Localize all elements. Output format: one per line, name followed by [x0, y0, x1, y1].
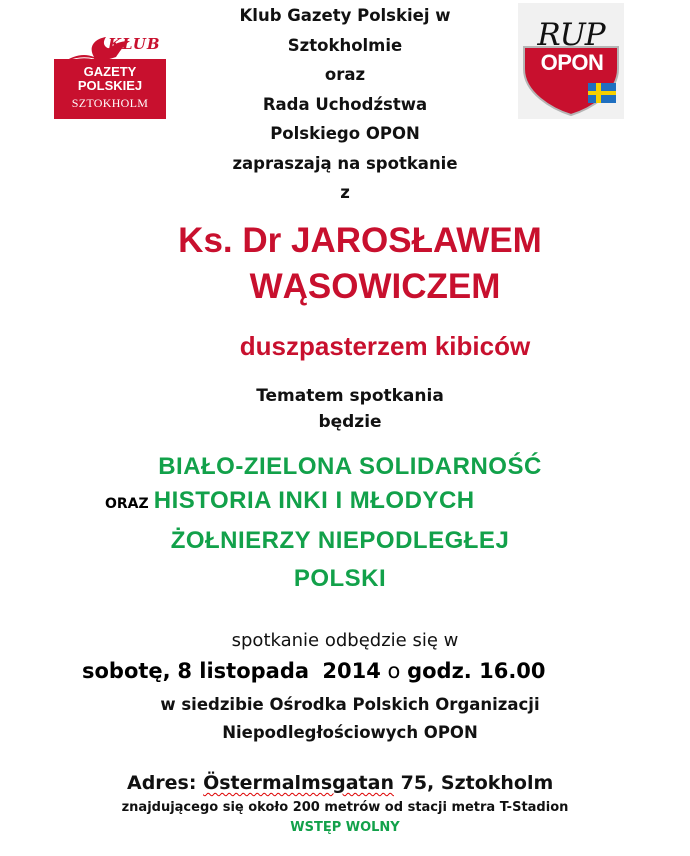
topic-title-2-row	[105, 487, 475, 515]
address-rest: 75, Sztokholm	[400, 772, 554, 794]
klub-gazety-polskiej-logo	[54, 33, 166, 119]
address	[127, 772, 553, 794]
meeting-intro: spotkanie odbędzie się w	[231, 630, 459, 651]
venue-line1: w siedzibie Ośrodka Polskich Organizacji	[160, 695, 540, 714]
header-line: oraz	[324, 65, 366, 84]
topic-label-line1: Tematem spotkania	[256, 386, 444, 406]
topic-title-2-line2: ŻOŁNIERZY NIEPODLEGŁEJ	[170, 527, 510, 554]
logo-klub-text: KLUB	[108, 35, 161, 53]
guest-role: duszpasterzem kibiców	[239, 331, 531, 361]
topic-title-2-line1: HISTORIA INKI I MŁODYCH	[153, 487, 475, 514]
meeting-date: 8 listopada	[177, 659, 310, 683]
topic-title-2-line3: POLSKI	[293, 565, 387, 592]
logo-gazety-text: GAZETY	[83, 64, 137, 79]
header-line: Polskiego OPON	[270, 124, 420, 143]
invitation-header	[190, 1, 500, 208]
address-nearby: znajdującego się około 200 metrów od stacji metra T-Stadion	[121, 800, 569, 815]
topic-label-line2: będzie	[318, 412, 382, 432]
rup-opon-logo	[518, 3, 624, 119]
header-line: Sztokholmie	[287, 35, 403, 55]
venue-line2: Niepodległościowych OPON	[222, 723, 478, 742]
logo-opon-text: OPON	[540, 50, 604, 75]
guest-name-line1: Ks. Dr JAROSŁAWEM	[178, 221, 542, 260]
meeting-year: 2014	[322, 659, 381, 683]
header-line: z	[340, 183, 350, 202]
entry-free: WSTĘP WOLNY	[290, 820, 400, 835]
topic-title-1: BIAŁO-ZIELONA SOLIDARNOŚĆ	[158, 453, 542, 480]
guest-name-line2: WĄSOWICZEM	[249, 267, 501, 306]
sweden-flag-icon	[588, 83, 616, 103]
logo-polskiej-text: POLSKIEJ	[77, 78, 143, 93]
address-label: Adres:	[127, 772, 197, 794]
header-line: Klub Gazety Polskiej w	[239, 6, 451, 25]
logo-rup-monogram: RUP	[537, 17, 605, 53]
header-line: zapraszają na spotkanie	[232, 153, 458, 173]
address-street: Östermalmsgatan	[203, 772, 394, 794]
meeting-o: o	[387, 659, 401, 683]
topic-connector: ORAZ	[105, 496, 149, 512]
meeting-day: sobotę,	[82, 659, 171, 683]
meeting-datetime	[82, 659, 546, 683]
logo-sztokholm-text: SZTOKHOLM	[71, 96, 149, 110]
meeting-time: godz. 16.00	[407, 659, 546, 683]
header-line: Rada Uchodźstwa	[262, 94, 428, 114]
